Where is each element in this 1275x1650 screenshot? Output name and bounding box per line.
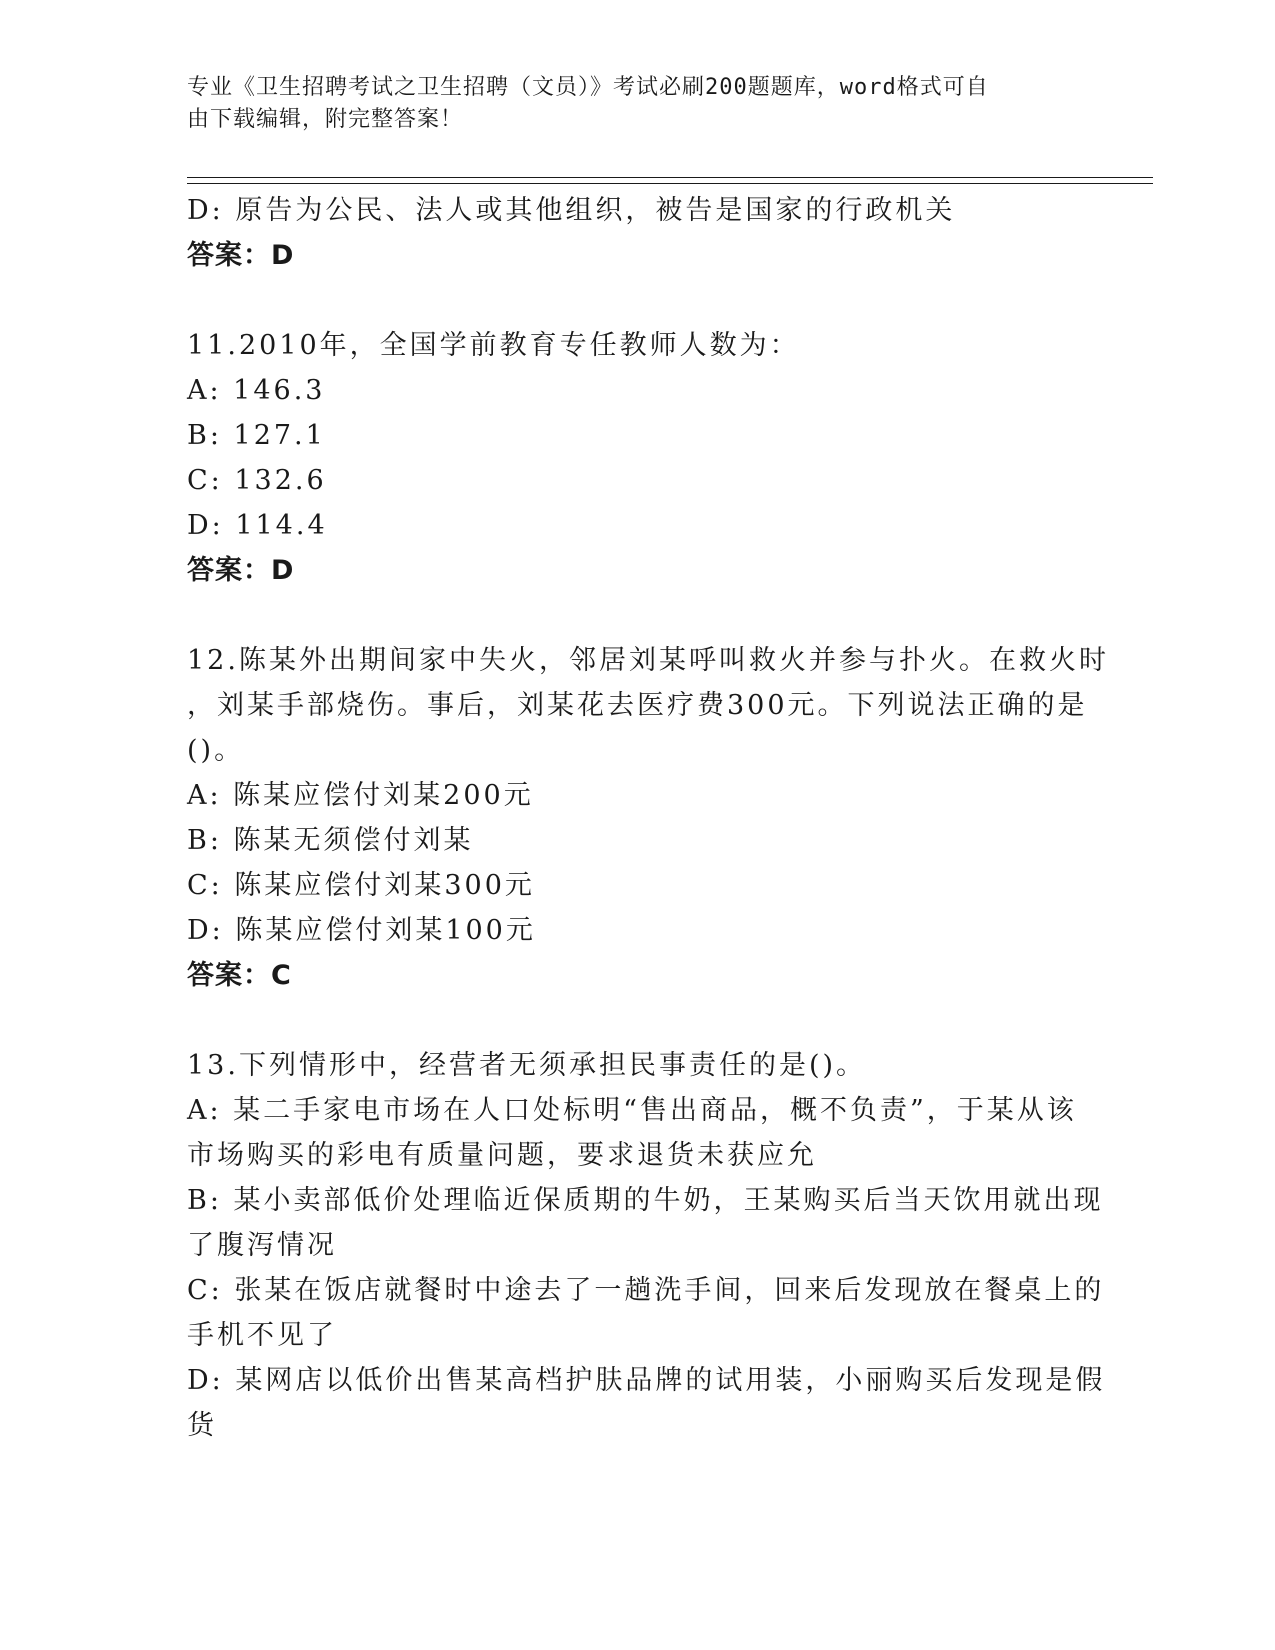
q13-option-d-line-1: D: 某网店以低价出售某高档护肤品牌的试用装，小丽购买后发现是假 xyxy=(187,1365,1106,1396)
q13-option-a-line-1: A: 某二手家电市场在人口处标明“售出商品，概不负责”，于某从该 xyxy=(187,1095,1077,1126)
q12-answer: 答案：C xyxy=(187,960,292,991)
q12-option-b: B: 陈某无须偿付刘某 xyxy=(187,825,474,856)
q13-question: 13.下列情形中，经营者无须承担民事责任的是()。 xyxy=(187,1050,867,1081)
q11-option-c: C: 132.6 xyxy=(187,465,327,496)
q11-option-a: A: 146.3 xyxy=(187,375,326,406)
prev-answer: 答案：D xyxy=(187,240,295,271)
q12-question-line-2: ，刘某手部烧伤。事后，刘某花去医疗费300元。下列说法正确的是 xyxy=(187,690,1088,721)
q12-question-line-1: 12.陈某外出期间家中失火，邻居刘某呼叫救火并参与扑火。在救火时 xyxy=(187,645,1109,676)
q13-option-c-line-1: C: 张某在饭店就餐时中途去了一趟洗手间，回来后发现放在餐桌上的 xyxy=(187,1275,1105,1306)
spacer xyxy=(187,278,1067,323)
header-rule-top xyxy=(187,177,1153,178)
q12-option-a: A: 陈某应偿付刘某200元 xyxy=(187,780,534,811)
spacer xyxy=(187,998,1067,1043)
header-line-1: 专业《卫生招聘考试之卫生招聘（文员）》考试必刷200题题库，word格式可自 xyxy=(187,75,989,100)
q12-option-d: D: 陈某应偿付刘某100元 xyxy=(187,915,536,946)
q11-option-d: D: 114.4 xyxy=(187,510,328,541)
header-rule-bottom xyxy=(187,183,1153,184)
question-content xyxy=(187,188,1109,1448)
q13-option-c-line-2: 手机不见了 xyxy=(187,1320,337,1351)
q11-answer: 答案：D xyxy=(187,555,295,586)
q13-option-b-line-2: 了腹泻情况 xyxy=(187,1230,337,1261)
spacer xyxy=(187,593,1067,638)
q13-option-b-line-1: B: 某小卖部低价处理临近保质期的牛奶，王某购买后当天饮用就出现 xyxy=(187,1185,1104,1216)
q11-question: 11.2010年，全国学前教育专任教师人数为： xyxy=(187,330,800,361)
q12-question-line-3: ()。 xyxy=(187,735,245,766)
q13-option-a-line-2: 市场购买的彩电有质量问题，要求退货未获应允 xyxy=(187,1140,817,1171)
prev-option-d: D: 原告为公民、法人或其他组织，被告是国家的行政机关 xyxy=(187,195,956,226)
q11-option-b: B: 127.1 xyxy=(187,420,326,451)
header-line-2: 由下载编辑，附完整答案！ xyxy=(187,107,464,132)
page-header xyxy=(187,72,1067,136)
q13-option-d-line-2: 货 xyxy=(187,1410,217,1441)
q12-option-c: C: 陈某应偿付刘某300元 xyxy=(187,870,535,901)
